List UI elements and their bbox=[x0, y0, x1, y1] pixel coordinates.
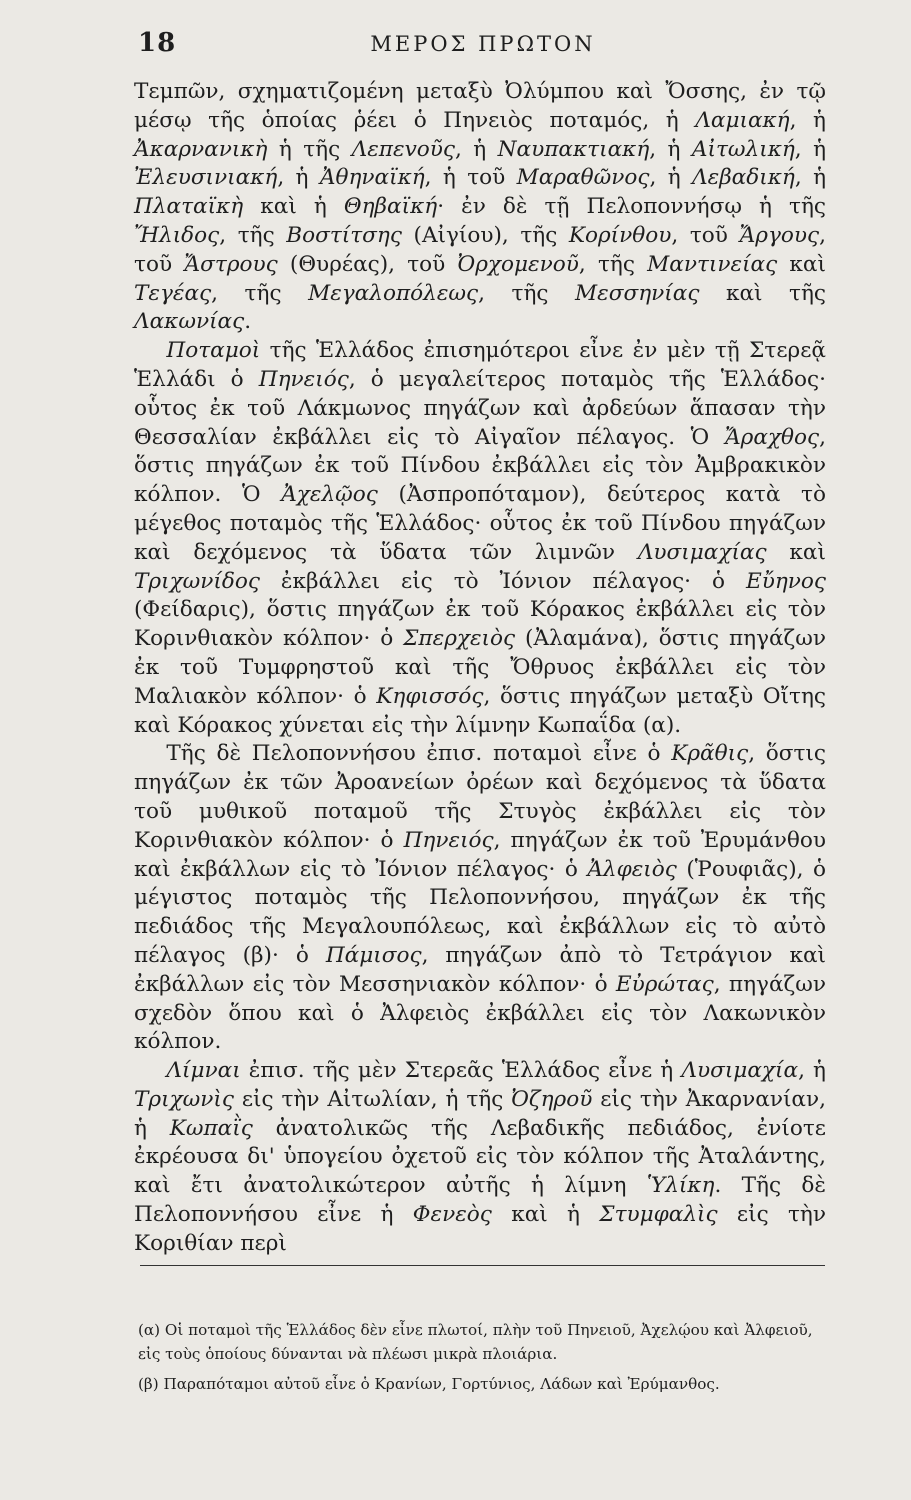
italic-term: Μαντινείας bbox=[647, 251, 778, 277]
text-run: εἰς τὴν Ἀκαρνανίαν, ἡ bbox=[134, 1086, 826, 1141]
italic-term: Ἐλευσινιακή bbox=[134, 165, 278, 191]
text-run: Τῆς δὲ Πελοποννήσου ἐπισ. ποταμοὶ εἶνε ὁ bbox=[166, 741, 672, 767]
text-run: καὶ bbox=[766, 539, 826, 565]
text-run: , ἡ bbox=[277, 165, 320, 191]
text-run: ἡ τῆς bbox=[267, 136, 352, 162]
text-run: · ἐν δὲ τῇ Πελοποννήσῳ ἡ τῆς bbox=[437, 194, 827, 220]
italic-term: Ὑλίκη bbox=[646, 1173, 715, 1199]
text-run: , ἡ τοῦ bbox=[424, 165, 517, 191]
text-run: , ὁ μεγαλείτερος ποταμὸς τῆς Ἑλλάδος· οὗτος ἐκ τοῦ Λάκμωνος πηγάζων καὶ ἀρδεύων ἅπασαν τὴν Θεσσαλίαν ἐκβάλλει εἰς τὸ Αἰγαῖον πέλαγος. Ὁ bbox=[134, 366, 826, 450]
text-run: (Ἀσπροπόταμον), δεύτερος κατὰ τὸ μέγεθος ποταμὸς τῆς Ἑλλάδος· οὗτος ἐκ τοῦ Πίνδου πηγάζων καὶ δεχόμενος τὰ ὕδατα τῶν λιμνῶν bbox=[134, 482, 826, 565]
text-run: , τοῦ bbox=[134, 222, 826, 277]
footnote-b: (β) Παραπόταμοι αὐτοῦ εἶνε ὁ Κρανίων, Γορτύνιος, Λάδων καὶ Ἐρύμανθος. bbox=[138, 1375, 720, 1393]
italic-term: Μαραθῶνος bbox=[516, 165, 650, 191]
italic-term: Τριχωνὶς bbox=[134, 1086, 234, 1112]
text-run: ἐπισ. τῆς μὲν Στερεᾶς Ἑλλάδος εἶνε ἡ bbox=[240, 1058, 682, 1084]
italic-term: Ποταμοὶ bbox=[166, 338, 261, 364]
italic-term: Πάμισος bbox=[325, 942, 422, 968]
paragraph-continuation bbox=[134, 78, 826, 337]
italic-term: Πηνειός bbox=[403, 827, 494, 853]
italic-term: Κηφισσός bbox=[376, 683, 484, 709]
italic-term: Θηβαϊκή bbox=[343, 194, 438, 220]
italic-term: Ἄργους bbox=[739, 222, 820, 248]
text-run: καὶ τῆς bbox=[699, 280, 826, 306]
text-run: (Θυρέας), τοῦ bbox=[277, 251, 458, 277]
italic-term: Ἀκαρνανικὴ bbox=[134, 136, 268, 162]
italic-term: Τεγέας bbox=[134, 280, 212, 306]
text-run: . bbox=[244, 309, 252, 335]
text-run: , τῆς bbox=[211, 280, 309, 306]
text-run: (Ἀλαμάνα), ὅστις πηγάζων ἐκ τοῦ Τυμφρηστοῦ καὶ τῆς Ὄθρυος ἐκβάλλει εἰς τὸν Μαλιακὸν κόλπον· ὁ bbox=[134, 626, 826, 709]
footnotes bbox=[138, 1318, 826, 1402]
italic-term: Φενεὸς bbox=[412, 1202, 492, 1228]
text-run: , ἡ bbox=[649, 136, 692, 162]
text-run: , ἡ bbox=[649, 165, 693, 191]
text-run: . Τῆς δὲ Πελοποννήσου εἶνε ἡ bbox=[134, 1173, 826, 1228]
body-text bbox=[134, 78, 826, 1259]
italic-term: Ὀζηροῦ bbox=[511, 1086, 593, 1112]
italic-term: Πηνειός bbox=[258, 366, 349, 392]
italic-term: Ἀλφειὸς bbox=[587, 856, 677, 882]
italic-term: Λυσιμαχία bbox=[681, 1058, 799, 1084]
text-run: , ὅστις πηγάζων ἐκ τοῦ Πίνδου ἐκβάλλει εἰς τὸν Ἀμβρακικὸν κόλπον. Ὁ bbox=[134, 424, 826, 508]
italic-term: Ἀχελῷος bbox=[281, 482, 378, 508]
italic-term: Ὀρχομενοῦ bbox=[457, 251, 579, 277]
italic-term: Λίμναι bbox=[166, 1058, 241, 1084]
italic-term: Μεγαλοπόλεως bbox=[308, 280, 479, 306]
italic-term: Εὐρώτας bbox=[615, 971, 714, 997]
running-title: ΜΕΡΟΣ ΠΡΩΤΟΝ bbox=[370, 32, 596, 56]
paragraph-rivers-peloponnese bbox=[134, 740, 826, 1057]
text-run: , ἡ bbox=[794, 165, 827, 191]
text-run: , ἡ bbox=[794, 136, 827, 162]
paragraph-lakes bbox=[134, 1057, 826, 1259]
paragraph-rivers-sterea bbox=[134, 337, 826, 740]
text-run: καὶ ἡ bbox=[491, 1202, 600, 1228]
text-run: , ἡ bbox=[455, 136, 498, 162]
italic-term: Κωπαῒς bbox=[169, 1115, 253, 1141]
text-run: , τῆς bbox=[478, 280, 576, 306]
italic-term: Κρᾶθις bbox=[671, 741, 749, 767]
text-run: , τῆς bbox=[578, 251, 648, 277]
page-header bbox=[138, 28, 828, 58]
text-run: , πηγάζων ἐκ τοῦ Ἐρυμάνθου καὶ ἐκβάλλων εἰς τὸ Ἰόνιον πέλαγος· ὁ bbox=[134, 827, 826, 882]
italic-term: Σπερχειὸς bbox=[403, 626, 516, 652]
text-run: καὶ bbox=[777, 251, 826, 277]
text-run: , τοῦ bbox=[671, 222, 740, 248]
text-run: ἐκβάλλει εἰς τὸ Ἰόνιον πέλαγος· ὁ bbox=[259, 568, 746, 594]
footnote-a: (α) Οἱ ποταμοὶ τῆς Ἑλλάδος δὲν εἶνε πλωτοί, πλὴν τοῦ Πηνειοῦ, Ἀχελῴου καὶ Ἀλφειοῦ, εἰς τοὺς ὁποίους δύνανται νὰ πλέωσι μικρὰ πλοιάρια. bbox=[138, 1321, 813, 1363]
text-run: , ὅστις πηγάζων ἐκ τῶν Ἀροανείων ὀρέων καὶ δεχόμενος τὰ ὕδατα τοῦ μυθικοῦ ποταμοῦ τῆς Στυγὸς ἐκβάλλει εἰς τὸν Κορινθιακὸν κόλπον· ὁ bbox=[134, 741, 826, 853]
text-run: , τῆς bbox=[219, 222, 287, 248]
italic-term: Λυσιμαχίας bbox=[637, 539, 767, 565]
italic-term: Λαμιακή bbox=[695, 107, 790, 133]
text-run: εἰς τὴν Αἰτωλίαν, ἡ τῆς bbox=[233, 1086, 512, 1112]
text-run: , πηγάζων ἀπὸ τὸ Τετράγιον καὶ ἐκβάλλων εἰς τὸν Μεσσηνιακὸν κόλπον· ὁ bbox=[134, 942, 826, 997]
footnote-rule bbox=[140, 1265, 825, 1266]
text-run: (Ῥουφιᾶς), ὁ μέγιστος ποταμὸς τῆς Πελοποννήσου, πηγάζων ἐκ τῆς πεδιάδος τῆς Μεγαλουπόλεως, καὶ ἐκβάλλων εἰς τὸ αὐτὸ πέλαγος (β)· ὁ bbox=[134, 856, 826, 968]
italic-term: Ἄστρους bbox=[184, 251, 278, 277]
italic-term: Ἄραχθος bbox=[724, 424, 820, 450]
text-run: , πηγάζων σχεδὸν ὅπου καὶ ὁ Ἀλφειὸς ἐκβάλλει εἰς τὸν Λακωνικὸν κόλπον. bbox=[134, 971, 826, 1055]
italic-term: Ἀθηναϊκή bbox=[319, 165, 425, 191]
italic-term: Αἰτωλική bbox=[691, 136, 795, 162]
text-run: , ὅστις πηγάζων μεταξὺ Οἴτης καὶ Κόρακος χύνεται εἰς τὴν λίμνην Κωπαΐδα (α). bbox=[134, 683, 826, 738]
italic-term: Κορίνθου bbox=[568, 222, 672, 248]
text-run: τῆς Ἑλλάδος ἐπισημότεροι εἶνε ἐν μὲν τῇ Στερεᾷ Ἑλλάδι ὁ bbox=[134, 338, 826, 392]
text-run: Τεμπῶν, σχηματιζομένη μεταξὺ Ὀλύμπου καὶ Ὄσσης, ἐν τῷ μέσῳ τῆς ὁποίας ῥέει ὁ Πηνειὸς ποταμός, ἡ bbox=[134, 79, 826, 133]
text-run: καὶ ἡ bbox=[243, 194, 344, 220]
italic-term: Λεβαδική bbox=[692, 165, 795, 191]
text-run: , ἡ bbox=[798, 1058, 826, 1084]
text-run: , ἡ bbox=[789, 107, 826, 133]
italic-term: Πλαταϊκὴ bbox=[134, 194, 244, 220]
italic-term: Μεσσηνίας bbox=[575, 280, 700, 306]
text-run: (Φείδαρις), ὅστις πηγάζων ἐκ τοῦ Κόρακος ἐκβάλλει εἰς τὸν Κορινθιακὸν κόλπον· ὁ bbox=[134, 597, 826, 652]
italic-term: Ναυπακτιακή bbox=[497, 136, 650, 162]
text-run: (Αἰγίου), τῆς bbox=[401, 222, 569, 248]
text-run: ἀνατολικῶς τῆς Λεβαδικῆς πεδιάδος, ἐνίοτε ἐκρέουσα δι' ὑπογείου ὀχετοῦ εἰς τὸν κόλπον τῆς Ἀταλάντης, καὶ ἔτι ἀνατολικώτερον αὐτῆς ἡ λίμνη bbox=[134, 1115, 826, 1199]
page-number: 18 bbox=[138, 28, 177, 58]
text-run: εἰς τὴν Κοριθίαν περὶ bbox=[134, 1202, 826, 1256]
italic-term: Λακωνίας bbox=[134, 309, 245, 335]
italic-term: Ἤλιδος bbox=[134, 222, 220, 248]
italic-term: Εὔηνος bbox=[745, 568, 826, 594]
italic-term: Τριχωνίδος bbox=[134, 568, 260, 594]
italic-term: Λεπεvοῦς bbox=[351, 136, 455, 162]
italic-term: Βοστίτσης bbox=[286, 222, 402, 248]
italic-term: Στυμφαλὶς bbox=[599, 1202, 718, 1228]
